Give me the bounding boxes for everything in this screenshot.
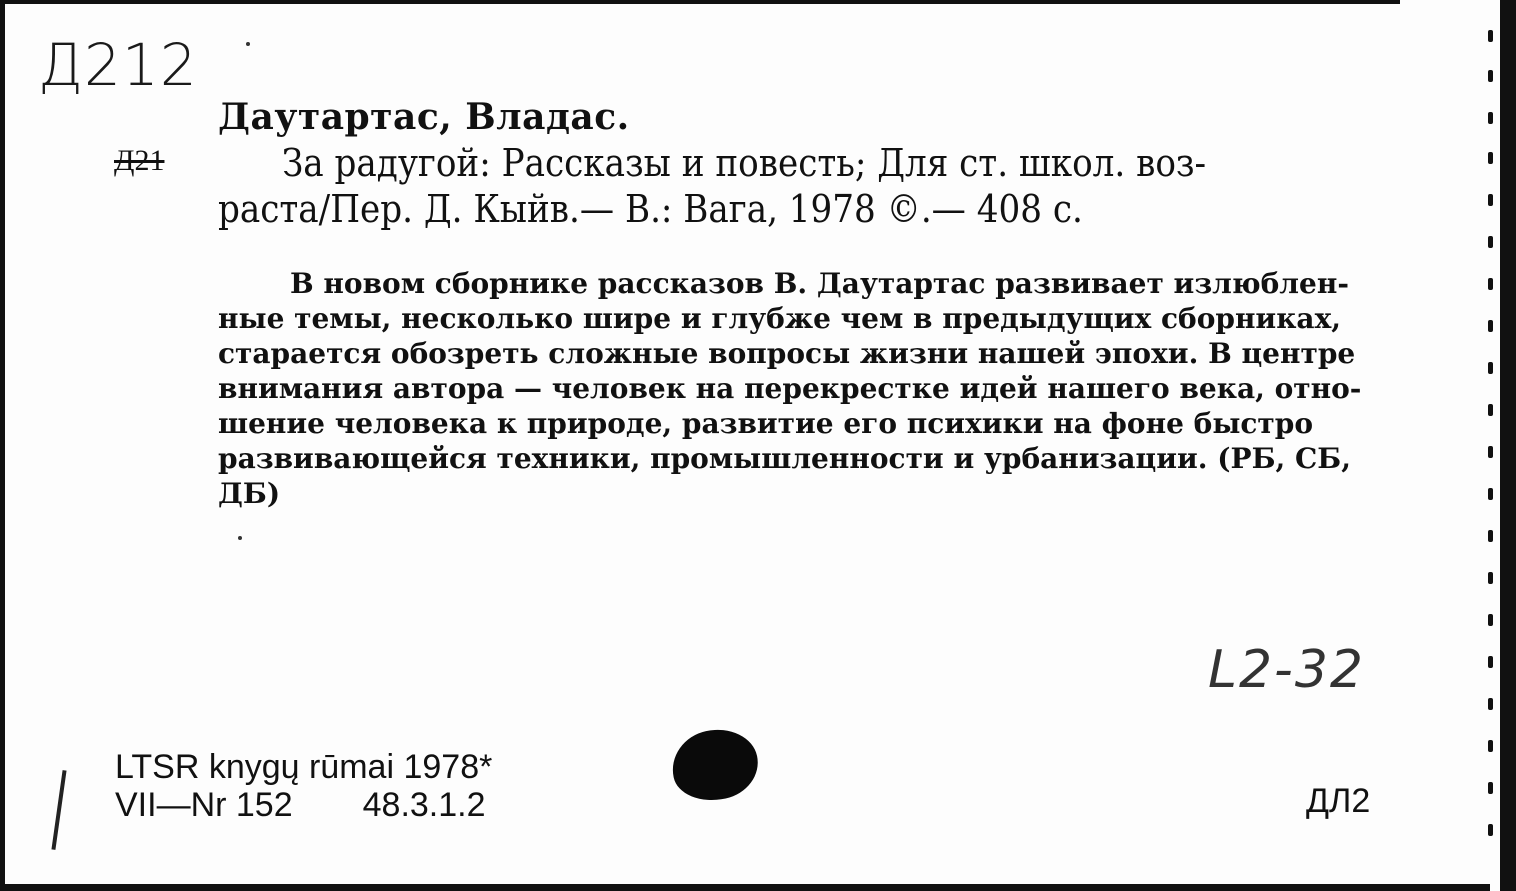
card-number: VII—Nr 152 (115, 786, 293, 824)
handwritten-call-number: Д212 (38, 31, 198, 99)
annotation-line: В новом сборнике рассказов В. Даутартас развивает излюблен- (290, 267, 1349, 300)
perforation-mark (1488, 362, 1493, 374)
speck (246, 42, 250, 46)
speck (238, 536, 242, 540)
perforation-mark (1488, 530, 1493, 542)
annotation-line: ДБ) (218, 477, 281, 510)
annotation-line: старается обозреть сложные вопросы жизни нашей эпохи. В центре (218, 337, 1356, 370)
card-top-edge (0, 0, 1400, 4)
title-line: раста/Пер. Д. Кыйв.— В.: Вага, 1978 ©.— 408 с. (218, 187, 1083, 231)
title-description (218, 140, 1388, 232)
perforation-mark (1488, 112, 1493, 124)
perforation-mark (1488, 698, 1493, 710)
perforation-mark (1488, 236, 1493, 248)
perforation-mark (1488, 740, 1493, 752)
card-right-edge (1500, 0, 1516, 891)
perforation-mark (1488, 824, 1493, 836)
perforation-mark (1488, 446, 1493, 458)
perforation-mark (1488, 404, 1493, 416)
classification-number: 48.3.1.2 (362, 786, 486, 824)
annotation (218, 266, 1388, 511)
shelf-mark: Д21 (114, 144, 165, 177)
library-code: ДЛ2 (1306, 782, 1371, 820)
perforation-mark (1488, 278, 1493, 290)
title-line: За радугой: Рассказы и повесть; Для ст. школ. воз- (282, 141, 1207, 185)
card-left-edge (0, 0, 5, 891)
ink-blot (666, 722, 765, 808)
perforation-mark (1488, 152, 1493, 164)
pencil-mark (51, 770, 66, 850)
perforation-mark (1488, 488, 1493, 500)
annotation-line: ные темы, несколько шире и глубже чем в предыдущих сборниках, (218, 302, 1342, 335)
perforation-mark (1488, 656, 1493, 668)
handwritten-stamp: L2-32 (1208, 640, 1365, 700)
perforation-mark (1488, 194, 1493, 206)
card-bottom-edge (0, 884, 1490, 891)
perforation-mark (1488, 572, 1493, 584)
imprint-line-1: LTSR knygų rūmai 1978* (115, 748, 493, 786)
perforation-mark (1488, 614, 1493, 626)
perforation-mark (1488, 30, 1493, 42)
annotation-line: внимания автора — человек на перекрестке идей нашего века, отно- (218, 372, 1362, 405)
author-heading: Даутартас, Владас. (218, 96, 630, 138)
annotation-line: развивающейся техники, промышленности и урбанизации. (РБ, СБ, (218, 442, 1351, 475)
perforation-mark (1488, 320, 1493, 332)
imprint (115, 748, 492, 824)
imprint-line-2 (115, 786, 492, 824)
perforation-mark (1488, 70, 1493, 82)
annotation-line: шение человека к природе, развитие его психики на фоне быстро (218, 407, 1314, 440)
perforation-mark (1488, 782, 1493, 794)
